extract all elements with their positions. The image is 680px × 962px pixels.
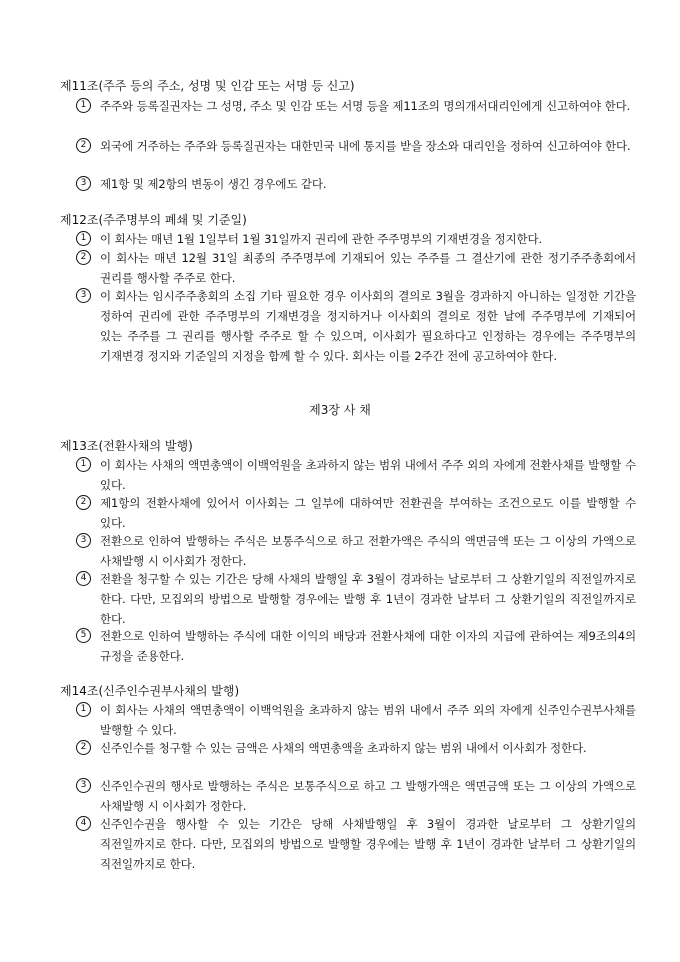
item-number-marker: 4	[76, 571, 91, 586]
article-14-item-2	[76, 738, 636, 758]
article-14-heading: 제14조(신주인수권부사채의 발행)	[60, 684, 240, 698]
item-number-marker: 2	[76, 250, 91, 265]
article-13-item-3	[76, 531, 636, 571]
article-11-item-2	[76, 136, 636, 156]
article-12-item-1	[76, 229, 636, 249]
article-14-item-3	[76, 776, 636, 816]
item-number-marker: 2	[76, 138, 91, 153]
item-text: 이 회사는 매년 12월 31일 최종의 주주명부에 기재되어 있는 주주를 그 결산기에 관한 정기주주총회에서 권리를 행사할 주주로 한다.	[100, 251, 636, 285]
item-number-marker: 3	[76, 176, 91, 191]
item-text: 신주인수권의 행사로 발행하는 주식은 보통주식으로 하고 그 발행가액은 액면금액 또는 그 이상의 가액으로 사채발행 시 이사회가 정한다.	[100, 779, 636, 813]
article-12-heading: 제12조(주주명부의 폐쇄 및 기준일)	[60, 213, 247, 227]
article-13-item-2	[76, 493, 636, 533]
item-text: 제1항 및 제2항의 변동이 생긴 경우에도 같다.	[100, 177, 327, 191]
item-text: 외국에 거주하는 주주와 등록질권자는 대한민국 내에 통지를 받을 장소와 대리인을 정하여 신고하여야 한다.	[100, 139, 631, 153]
article-13-heading: 제13조(전환사채의 발행)	[60, 439, 193, 453]
item-text: 전환으로 인하여 발행하는 주식은 보통주식으로 하고 전환가액은 주식의 액면금액 또는 그 이상의 가액으로 사채발행 시 이사회가 정한다.	[100, 534, 636, 568]
item-number-marker: 5	[76, 628, 91, 643]
item-number-marker: 1	[76, 457, 91, 472]
item-number-marker: 1	[76, 98, 91, 113]
article-11-item-1	[76, 96, 636, 116]
item-number-marker: 1	[76, 231, 91, 246]
article-14-item-1	[76, 700, 636, 740]
item-number-marker: 4	[76, 816, 91, 831]
item-text: 신주인수를 청구할 수 있는 금액은 사채의 액면총액을 초과하지 않는 범위 내에서 이사회가 정한다.	[100, 741, 587, 755]
chapter-title: 제3장 사 채	[309, 403, 371, 417]
item-text: 신주인수권을 행사할 수 있는 기간은 당해 사채발행일 후 3월이 경과한 날로부터 그 상환기일의 직전일까지로 한다. 다만, 모집외의 방법으로 발행할 경우에는 발행 후 1년이 경과한 날부터 그 상환기일의 직전일까지로 한다.	[100, 817, 636, 871]
article-13-item-1	[76, 455, 636, 495]
item-text: 전환으로 인하여 발행하는 주식에 대한 이익의 배당과 전환사채에 대한 이자의 지급에 관하여는 제9조의4의 규정을 준용한다.	[100, 629, 636, 663]
item-number-marker: 2	[76, 740, 91, 755]
article-13-item-4	[76, 569, 636, 629]
item-text: 전환을 청구할 수 있는 기간은 당해 사채의 발행일 후 3월이 경과하는 날로부터 그 상환기일의 직전일까지로 한다. 다만, 모집외의 방법으로 발행할 경우에는 발행 후 1년이 경과한 날부터 그 상환기일의 직전일까지로 한다.	[100, 572, 636, 626]
item-text: 이 회사는 매년 1월 1일부터 1월 31일까지 권리에 관한 주주명부의 기재변경을 정지한다.	[100, 232, 543, 246]
article-13-item-5	[76, 626, 636, 666]
item-number-marker: 3	[76, 288, 91, 303]
article-12-item-3	[76, 286, 636, 366]
item-number-marker: 2	[76, 495, 91, 510]
item-number-marker: 3	[76, 778, 91, 793]
item-text: 이 회사는 임시주주총회의 소집 기타 필요한 경우 이사회의 결의로 3월을 경과하지 아니하는 일정한 기간을 정하여 권리에 관한 주주명부의 기재변경을 정지하거나 이사회의 결의로 정한 날에 주주명부에 기재되어 있는 주주를 그 권리를 행사할 주주로 할 수 있으며, 이사회가 필요하다고 인정하는 경우에는 주주명부의 기재변경 정지와 기준일의 지정을 함께 할 수 있다. 회사는 이를 2주간 전에 공고하여야 한다.	[100, 289, 636, 363]
item-text: 제1항의 전환사채에 있어서 이사회는 그 일부에 대하여만 전환권을 부여하는 조건으로도 이를 발행할 수 있다.	[100, 496, 636, 530]
article-14-item-4	[76, 814, 636, 874]
article-11-heading: 제11조(주주 등의 주소, 성명 및 인감 또는 서명 등 신고)	[60, 79, 355, 93]
item-text: 주주와 등록질권자는 그 성명, 주소 및 인감 또는 서명 등을 제11조의 명의개서대리인에게 신고하여야 한다.	[100, 99, 631, 113]
item-number-marker: 3	[76, 533, 91, 548]
item-number-marker: 1	[76, 702, 91, 717]
item-text: 이 회사는 사채의 액면총액이 이백억원을 초과하지 않는 범위 내에서 주주 외의 자에게 전환사채를 발행할 수 있다.	[100, 458, 636, 492]
article-12-item-2	[76, 248, 636, 288]
item-text: 이 회사는 사채의 액면총액이 이백억원을 초과하지 않는 범위 내에서 주주 외의 자에게 신주인수권부사채를 발행할 수 있다.	[100, 703, 636, 737]
article-11-item-3	[76, 174, 636, 194]
